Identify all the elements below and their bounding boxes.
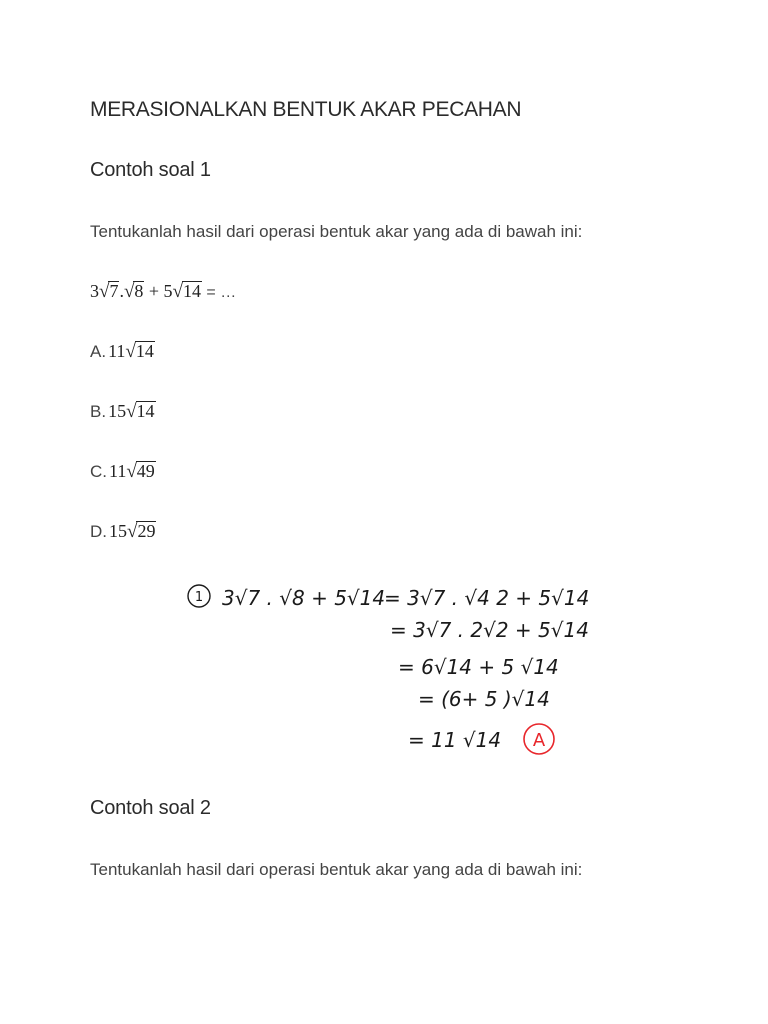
option-letter: C. (90, 462, 107, 481)
sqrt-icon: √ (126, 461, 137, 482)
example-1-question (90, 281, 236, 303)
hw-line-2: = 3√7 . 2√2 + 5√14 (390, 618, 589, 642)
sqrt-icon: √ (125, 341, 136, 362)
option-coef: 11 (109, 461, 127, 481)
option-b (90, 401, 156, 423)
option-radicand: 29 (137, 521, 156, 541)
example-1-heading: Contoh soal 1 (90, 159, 211, 181)
option-letter: D. (90, 522, 107, 541)
q-dot: . (119, 281, 124, 301)
q-radicand-1: 7 (109, 281, 119, 301)
option-letter: A. (90, 342, 107, 361)
hw-line-4: = (6+ 5 )√14 (418, 687, 550, 711)
example-1-instruction: Tentukanlah hasil dari operasi bentuk akar yang ada di bawah ini: (90, 222, 583, 241)
hw-number: 1 (194, 590, 204, 605)
q-radicand-3: 14 (182, 281, 201, 301)
sqrt-icon: √ (126, 401, 137, 422)
handwritten-solution (180, 572, 590, 772)
sqrt-icon: √ (123, 281, 135, 302)
q-coef-3: 5 (163, 281, 173, 301)
sqrt-icon: √ (127, 521, 138, 542)
q-coef-1: 3 (90, 281, 99, 301)
option-letter: B. (90, 402, 107, 421)
option-radicand: 49 (136, 461, 155, 481)
hw-answer: A (532, 730, 546, 751)
option-c (90, 461, 156, 483)
hw-line-1-left: 3√7 . √8 + 5√14 (222, 586, 386, 610)
option-coef: 15 (108, 401, 127, 421)
option-a (90, 341, 155, 363)
example-2-heading: Contoh soal 2 (90, 797, 211, 819)
option-coef: 15 (109, 521, 127, 541)
option-radicand: 14 (136, 401, 155, 421)
example-2-instruction: Tentukanlah hasil dari operasi bentuk akar yang ada di bawah ini: (90, 860, 583, 879)
hw-line-3: = 6√14 + 5 √14 (398, 655, 559, 679)
q-plus: + (144, 281, 164, 301)
q-tail: = … (201, 284, 237, 301)
page-title: MERASIONALKAN BENTUK AKAR PECAHAN (90, 98, 522, 121)
option-coef: 11 (108, 341, 126, 361)
option-radicand: 14 (135, 341, 154, 361)
sqrt-icon: √ (99, 281, 110, 302)
sqrt-icon: √ (172, 281, 183, 302)
option-d (90, 521, 156, 543)
hw-line-1-right: = 3√7 . √4 2 + 5√14 (384, 586, 590, 610)
q-radicand-2: 8 (134, 281, 144, 301)
hw-line-5: = 11 √14 (408, 728, 502, 752)
